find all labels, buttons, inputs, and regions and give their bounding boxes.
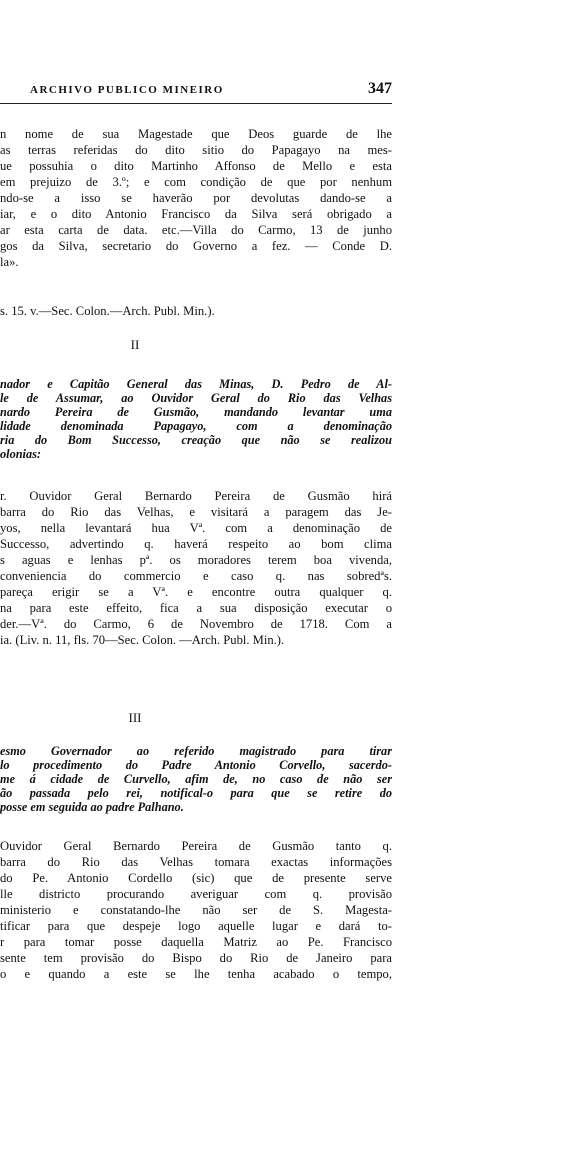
text-line: do Pe. Antonio Cordello (sic) que de presente serve xyxy=(0,871,392,885)
running-title: ARCHIVO PUBLICO MINEIRO xyxy=(30,84,224,96)
summary-line: ão passada pelo rei, notifical-o para que se retire do xyxy=(0,786,392,800)
summary-line: olonias: xyxy=(0,447,41,461)
text-line: der.—Vª. do Carmo, 6 de Novembro de 1718. Com a xyxy=(0,617,392,631)
text-line: conveniencia do commercio e caso q. nas sobredªs. xyxy=(0,569,392,583)
text-line: pareça erigir se a Vª. e encontre outra qualquer q. xyxy=(0,585,392,599)
text-line: Successo, advertindo q. haverá respeito ao bom clima xyxy=(0,537,392,551)
summary-line: posse em seguida ao padre Palhano. xyxy=(0,800,184,814)
summary-line: lo procedimento do Padre Antonio Corvello, sacerdo- xyxy=(0,758,392,772)
text-line: r. Ouvidor Geral Bernardo Pereira de Gusmão hirá xyxy=(0,489,392,503)
text-line: ue possuhia o dito Martinho Affonso de Mello e esta xyxy=(0,159,392,173)
doc3-summary xyxy=(0,744,392,814)
page-number: 347 xyxy=(368,80,392,97)
text-line: n nome de sua Magestade que Deos guarde de lhe xyxy=(0,127,392,141)
section-numeral-iii: III xyxy=(128,710,142,725)
text-line: em prejuizo de 3.º; e com condição de que por nenhum xyxy=(0,175,392,189)
text-line: ndo-se a isso se haverão por devolutas dando-se a xyxy=(0,191,392,205)
doc1-body xyxy=(0,126,392,270)
text-line: as terras referidas do dito sitio do Papagayo na mes- xyxy=(0,143,392,157)
text-line: o e quando a este se lhe tenha acabado o tempo, xyxy=(0,967,392,981)
text-line: r para tomar posse daquella Matriz ao Pe. Francisco xyxy=(0,935,392,949)
doc2-body xyxy=(0,488,392,648)
doc1-reference: s. 15. v.—Sec. Colon.—Arch. Publ. Min.). xyxy=(0,304,215,318)
summary-line: ria do Bom Successo, creação que não se realizou xyxy=(0,433,392,447)
text-line: la». xyxy=(0,255,19,269)
section-numeral-ii: II xyxy=(130,337,140,352)
text-line: tificar para que despeje logo aquelle lugar e dará to- xyxy=(0,919,392,933)
text-line: gos da Silva, secretario do Governo a fez. — Conde D. xyxy=(0,239,392,253)
text-line: lle districto procurando averiguar com q. provisão xyxy=(0,887,392,901)
text-line: yos, nella levantará hua Vª. com a denominação de xyxy=(0,521,392,535)
summary-line: nador e Capitão General das Minas, D. Pedro de Al- xyxy=(0,377,392,391)
text-line: na para este effeito, fica a sua disposição executar o xyxy=(0,601,392,615)
summary-line: esmo Governador ao referido magistrado para tirar xyxy=(0,744,392,758)
text-line: ar esta carta de data. etc.—Villa do Carmo, 13 de junho xyxy=(0,223,392,237)
doc3-body xyxy=(0,838,392,982)
text-line: Ouvidor Geral Bernardo Pereira de Gusmão tanto q. xyxy=(0,839,392,853)
text-line: sente tem provisão do Bispo do Rio de Janeiro para xyxy=(0,951,392,965)
summary-line: me á cidade de Curvello, afim de, no caso de não ser xyxy=(0,772,392,786)
summary-line: lidade denominada Papagayo, com a denominação xyxy=(0,419,392,433)
text-line: ministerio e constatando-lhe não ser de S. Magesta- xyxy=(0,903,392,917)
text-line: s aguas e lenhas pª. os moradores terem boa vivenda, xyxy=(0,553,392,567)
summary-line: nardo Pereira de Gusmão, mandando levantar uma xyxy=(0,405,392,419)
text-line: iar, e o dito Antonio Francisco da Silva será obrigado a xyxy=(0,207,392,221)
text-line: ia. (Liv. n. 11, fls. 70—Sec. Colon. —Arch. Publ. Min.). xyxy=(0,633,285,647)
text-line: barra do Rio das Velhas, e visitará a paragem das Je- xyxy=(0,505,392,519)
page-header xyxy=(30,80,392,102)
text-line: barra do Rio das Velhas tomara exactas informações xyxy=(0,855,392,869)
summary-line: le de Assumar, ao Ouvidor Geral do Rio das Velhas xyxy=(0,391,392,405)
doc2-summary xyxy=(0,377,392,461)
header-rule xyxy=(0,103,392,104)
